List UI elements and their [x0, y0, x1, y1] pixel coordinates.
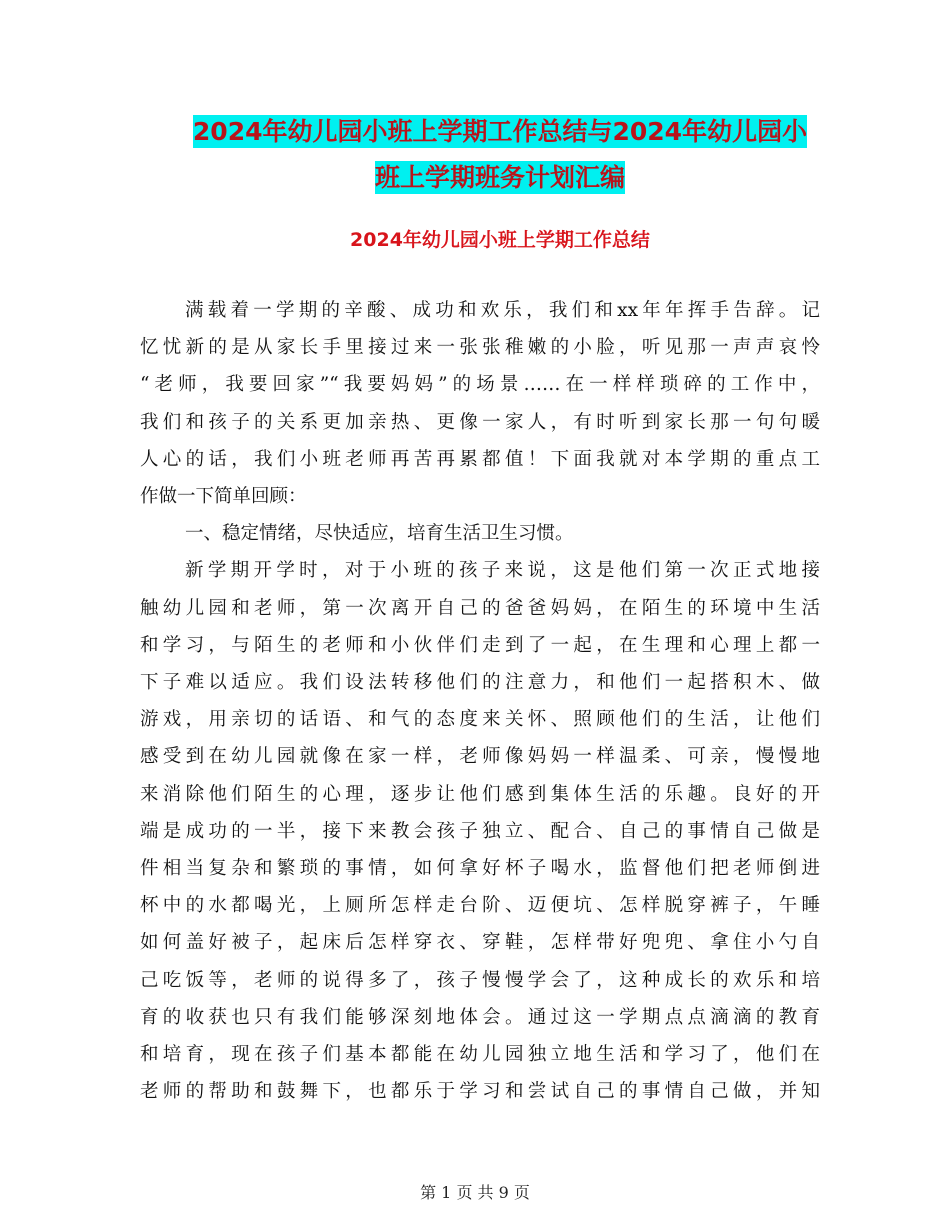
paragraph-line: 触幼儿园和老师，第一次离开自己的爸爸妈妈，在陌生的环境中生活 [140, 597, 820, 619]
paragraph-line: 端是成功的一半，接下来教会孩子独立、配合、自己的事情自己做是 [140, 820, 820, 842]
paragraph-line: 新学期开学时，对于小班的孩子来说，这是他们第一次正式地接 [185, 560, 820, 582]
paragraph-line: “老师，我要回家”“我要妈妈”的场景……在一样样琐碎的工作中， [140, 374, 820, 396]
paragraph-line: 满载着一学期的辛酸、成功和欢乐，我们和xx年年挥手告辞。记 [185, 300, 820, 321]
body-text [140, 292, 820, 1110]
paragraph-line: 感受到在幼儿园就像在家一样，老师像妈妈一样温柔、可亲，慢慢地 [140, 746, 820, 768]
paragraph-line: 作做一下简单回顾： [140, 486, 307, 508]
paragraph-line: 游戏，用亲切的话语、和气的态度来关怀、照顾他们的生活，让他们 [140, 709, 820, 731]
paragraph-line: 下子难以适应。我们设法转移他们的注意力，和他们一起搭积木、做 [140, 672, 820, 694]
paragraph-line: 育的收获也只有我们能够深刻地体会。通过这一学期点点滴滴的教育 [140, 1006, 820, 1028]
document-title-line-1 [140, 112, 860, 148]
paragraph-line: 老师的帮助和鼓舞下，也都乐于学习和尝试自己的事情自己做，并知 [140, 1081, 820, 1103]
document-title-line-2 [140, 158, 860, 194]
paragraph-line: 己吃饭等，老师的说得多了，孩子慢慢学会了，这种成长的欢乐和培 [140, 969, 820, 991]
paragraph-line: 件相当复杂和繁琐的事情，如何拿好杯子喝水，监督他们把老师倒进 [140, 858, 820, 880]
paragraph-line: 如何盖好被子，起床后怎样穿衣、穿鞋，怎样带好兜兜、拿住小勺自 [140, 932, 820, 954]
section-heading: 2024年幼儿园小班上学期工作总结 [350, 229, 650, 251]
paragraph-line: 和培育，现在孩子们基本都能在幼儿园独立地生活和学习了，他们在 [140, 1044, 820, 1066]
paragraph-line: 人心的话，我们小班老师再苦再累都值！下面我就对本学期的重点工 [140, 448, 820, 470]
subsection-heading: 一、稳定情绪，尽快适应，培育生活卫生习惯。 [185, 523, 574, 545]
paragraph-line: 忆忧新的是从家长手里接过来一张张稚嫩的小脸，听见那一声声哀怜 [140, 337, 820, 359]
title-highlight: 2024年幼儿园小班上学期工作总结与2024年幼儿园小 [192, 117, 808, 146]
paragraph-line: 我们和孩子的关系更加亲热、更像一家人，有时听到家长那一句句暖 [140, 411, 820, 433]
page-footer: 第 1 页 共 9 页 [420, 1183, 530, 1202]
title-highlight: 班上学期班务计划汇编 [374, 163, 625, 192]
paragraph-line: 和学习，与陌生的老师和小伙伴们走到了一起，在生理和心理上都一 [140, 634, 820, 656]
paragraph-line: 杯中的水都喝光，上厕所怎样走台阶、迈便坑、怎样脱穿裤子，午睡 [140, 895, 820, 917]
paragraph-line: 来消除他们陌生的心理，逐步让他们感到集体生活的乐趣。良好的开 [140, 783, 820, 805]
